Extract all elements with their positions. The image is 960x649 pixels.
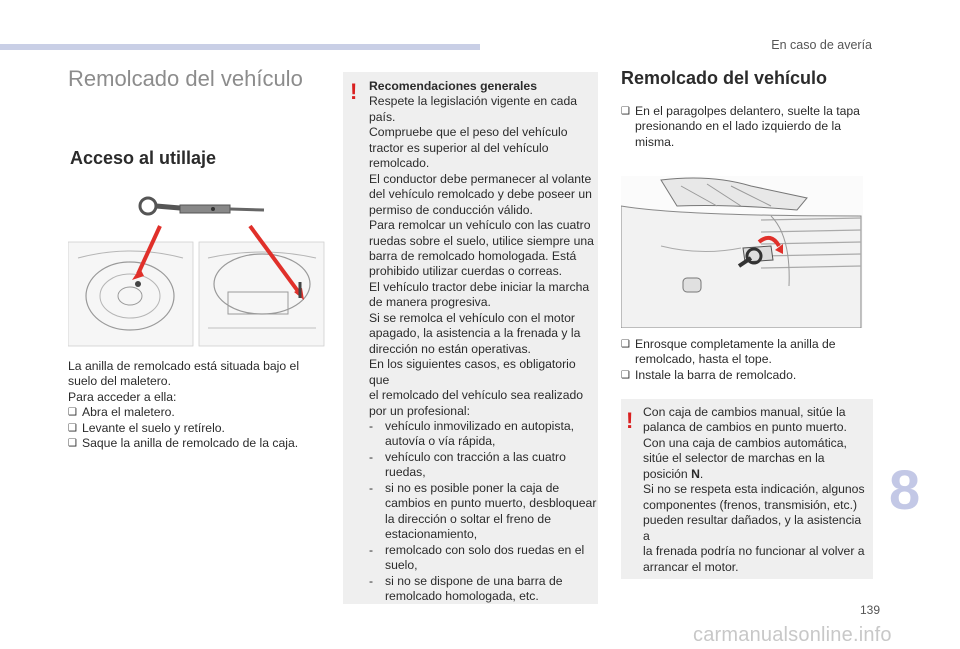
section-title-towing: Remolcado del vehículo [621, 68, 828, 88]
checkbox-bullet-icon: ❑ [621, 106, 630, 117]
list-item: - si no es posible poner la caja de cambios en punto muerto, desbloquear la dirección o soltar el freno de estacionamiento, [369, 480, 597, 542]
checkbox-bullet-icon: ❑ [68, 407, 77, 419]
towing-steps-2-3 [621, 337, 871, 383]
watermark: carmanualsonline.info [693, 624, 892, 646]
section-label: En caso de avería [771, 38, 872, 52]
checkbox-bullet-icon: ❑ [68, 438, 77, 450]
list-item: ❑ Abra el maletero. [68, 405, 175, 420]
front-bumper-illustration [621, 176, 863, 328]
header-accent-bar [0, 44, 480, 50]
general-recommendations-text: Recomendaciones generales Respete la legislación vigente en cada país. Compruebe que el peso del vehículo tractor es superior al del vehículo remolcado. El conductor debe permanecer al volante del vehículo remolcado y debe poseer un permiso de conducción válido. Para remolcar un vehículo con las cuatro ruedas sobre el suelo, utilice siempre una barra de remolcado homologada. Está prohibido utilizar cuerdas o correas. El vehículo tractor debe iniciar la marcha de manera progresiva. Si se remolca el vehículo con el motor apagado, la asistencia a la frenada y la dirección no están operativas. En los siguientes casos, es obligatorio que el remolcado del vehículo sea realizado por un profesional: - vehículo inmovilizado en autopista, autovía o vía rápida, - vehículo con tracción a las cuatro ruedas, - si no es posible poner la caja de cambios en punto muerto, desbloquear la dirección o soltar el freno de estacionamiento, - remolcado con solo dos ruedas en el suelo, - si no se dispone de una barra de remolcado homologada, etc. [369, 79, 597, 603]
recommendations-heading: Recomendaciones generales [369, 79, 537, 93]
towing-step-1: ❑ En el paragolpes delantero, suelte la tapa presionando en el lado izquierdo de la misma. [621, 104, 860, 149]
trunk-tool-illustration [68, 188, 326, 350]
checkbox-bullet-icon: ❑ [68, 422, 77, 434]
list-item: ❑ Enrosque completamente la anilla de remolcado, hasta el tope. [621, 337, 836, 367]
warning-icon: ! [626, 408, 634, 433]
tool-access-intro: La anilla de remolcado está situada bajo el suelo del maletero. Para acceder a ella: ❑ Abra el maletero. ❑ Levante el suelo y retírelo. ❑ Saque la anilla de remolcado de la caja. [68, 359, 318, 451]
list-item: - vehículo con tracción a las cuatro ruedas, [369, 449, 566, 480]
list-item: - vehículo inmovilizado en autopista, autovía o vía rápida, [369, 418, 575, 449]
neutral-position-letter: N [691, 466, 700, 481]
page-title: Remolcado del vehículo [68, 66, 303, 91]
subtitle-tool-access: Acceso al utillaje [70, 148, 217, 168]
list-item: ❑ Saque la anilla de remolcado de la caja. [68, 436, 299, 451]
page-number: 139 [860, 603, 881, 617]
gearbox-warning-text: Con caja de cambios manual, sitúe la palanca de cambios en punto muerto. Con una caja de cambios automática, sitúe el selector de marchas en la posición N. Si no se respeta esta indicación, algunos componentes (frenos, transmisión, etc.) pueden resultar dañados, y la asistencia a la frenada podría no funcionar al volver a arrancar el motor. [643, 405, 865, 574]
checkbox-bullet-icon: ❑ [621, 369, 630, 381]
list-item: ❑ Levante el suelo y retírelo. [68, 420, 225, 435]
warning-icon: ! [350, 79, 358, 104]
checkbox-bullet-icon: ❑ [621, 339, 630, 350]
list-item: - remolcado con solo dos ruedas en el suelo, [369, 542, 585, 573]
list-item: ❑ Instale la barra de remolcado. [621, 367, 797, 382]
chapter-number: 8 [889, 458, 921, 521]
list-item: - si no se dispone de una barra de remolcado homologada, etc. [369, 573, 563, 603]
